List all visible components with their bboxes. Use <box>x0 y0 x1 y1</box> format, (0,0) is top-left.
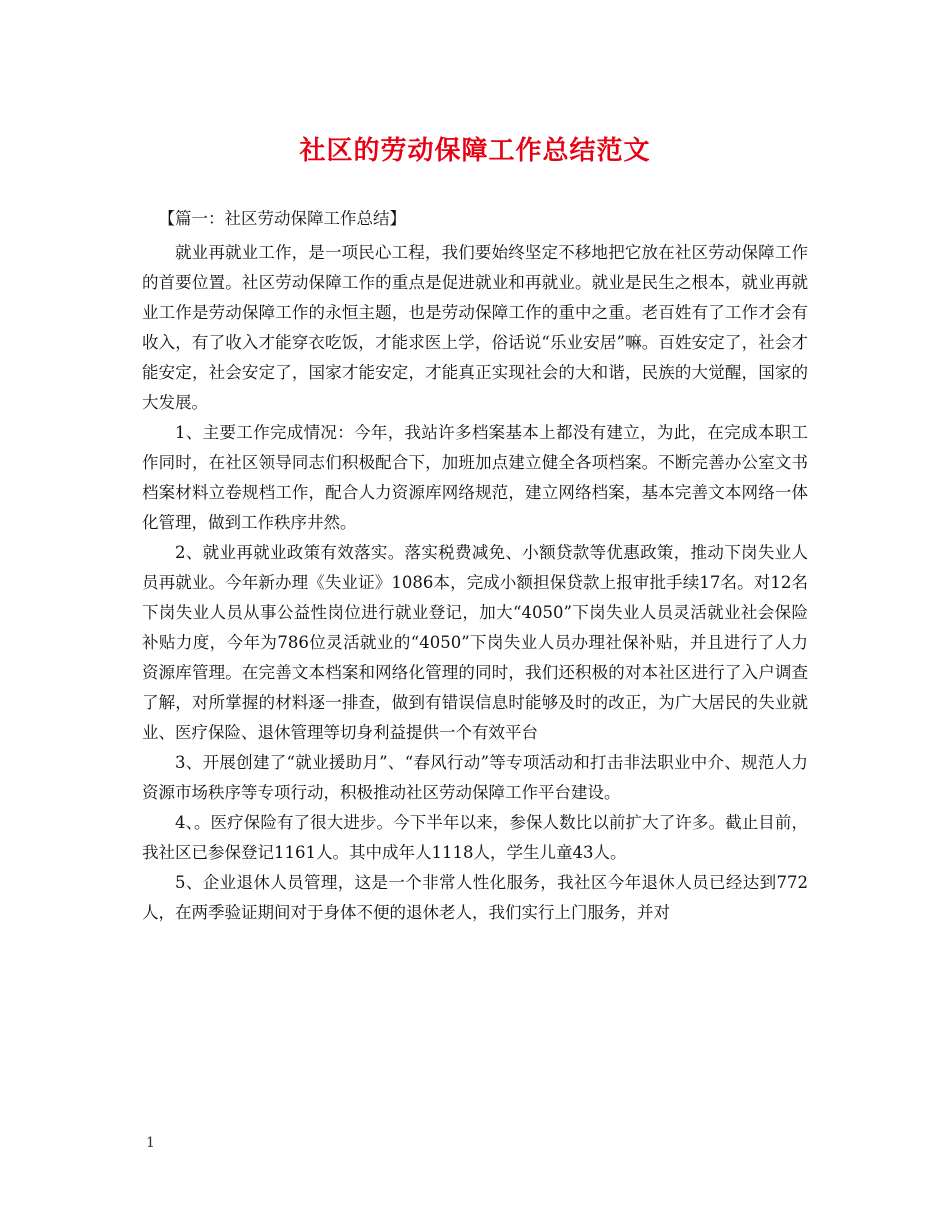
paragraph-item-2: 2、就业再就业政策有效落实。落实税费减免、小额贷款等优惠政策，推动下岗失业人员再就业。今年新办理《失业证》1086本，完成小额担保贷款上报审批手续17名。对12名下岗失业人员从事公益性岗位进行就业登记，加大“4050”下岗失业人员灵活就业社会保险补贴力度，今年为786位灵活就业的“4050”下岗失业人员办理社保补贴，并且进行了人力资源库管理。在完善文本档案和网络化管理的同时，我们还积极的对本社区进行了入户调查了解，对所掌握的材料逐一排查，做到有错误信息时能够及时的改正，为广大居民的失业就业、医疗保险、退休管理等切身利益提供一个有效平台 <box>142 543 808 742</box>
document-body <box>142 204 808 928</box>
document-title: 社区的劳动保障工作总结范文 <box>299 136 651 166</box>
paragraph-intro: 就业再就业工作，是一项民心工程，我们要始终坚定不移地把它放在社区劳动保障工作的首要位置。社区劳动保障工作的重点是促进就业和再就业。就业是民生之根本，就业再就业工作是劳动保障工作的永恒主题，也是劳动保障工作的重中之重。老百姓有了工作才会有收入，有了收入才能穿衣吃饭，才能求医上学，俗话说“乐业安居”嘛。百姓安定了，社会才能安定，社会安定了，国家才能安定，才能真正实现社会的大和谐，民族的大觉醒，国家的大发展。 <box>142 243 808 412</box>
paragraph-item-5: 5、企业退休人员管理，这是一个非常人性化服务，我社区今年退休人员已经达到772人，在两季验证期间对于身体不便的退休老人，我们实行上门服务，并对 <box>142 873 808 922</box>
paragraph-item-1: 1、主要工作完成情况：今年，我站许多档案基本上都没有建立，为此，在完成本职工作同时，在社区领导同志们积极配合下，加班加点建立健全各项档案。不断完善办公室文书档案材料立卷规档工作，配合人力资源库网络规范，建立网络档案，基本完善文本网络一体化管理，做到工作秩序井然。 <box>142 423 808 532</box>
page-number: 1 <box>146 1135 155 1151</box>
paragraph-item-3: 3、开展创建了“就业援助月”、“春风行动”等专项活动和打击非法职业中介、规范人力资源市场秩序等专项行动，积极推动社区劳动保障工作平台建设。 <box>142 753 808 802</box>
section-heading: 【篇一：社区劳动保障工作总结】 <box>158 209 406 228</box>
paragraph-item-4: 4、。医疗保险有了很大进步。今下半年以来，参保人数比以前扩大了许多。截止目前，我社区已参保登记1161人。其中成年人1118人，学生儿童43人。 <box>142 813 808 862</box>
